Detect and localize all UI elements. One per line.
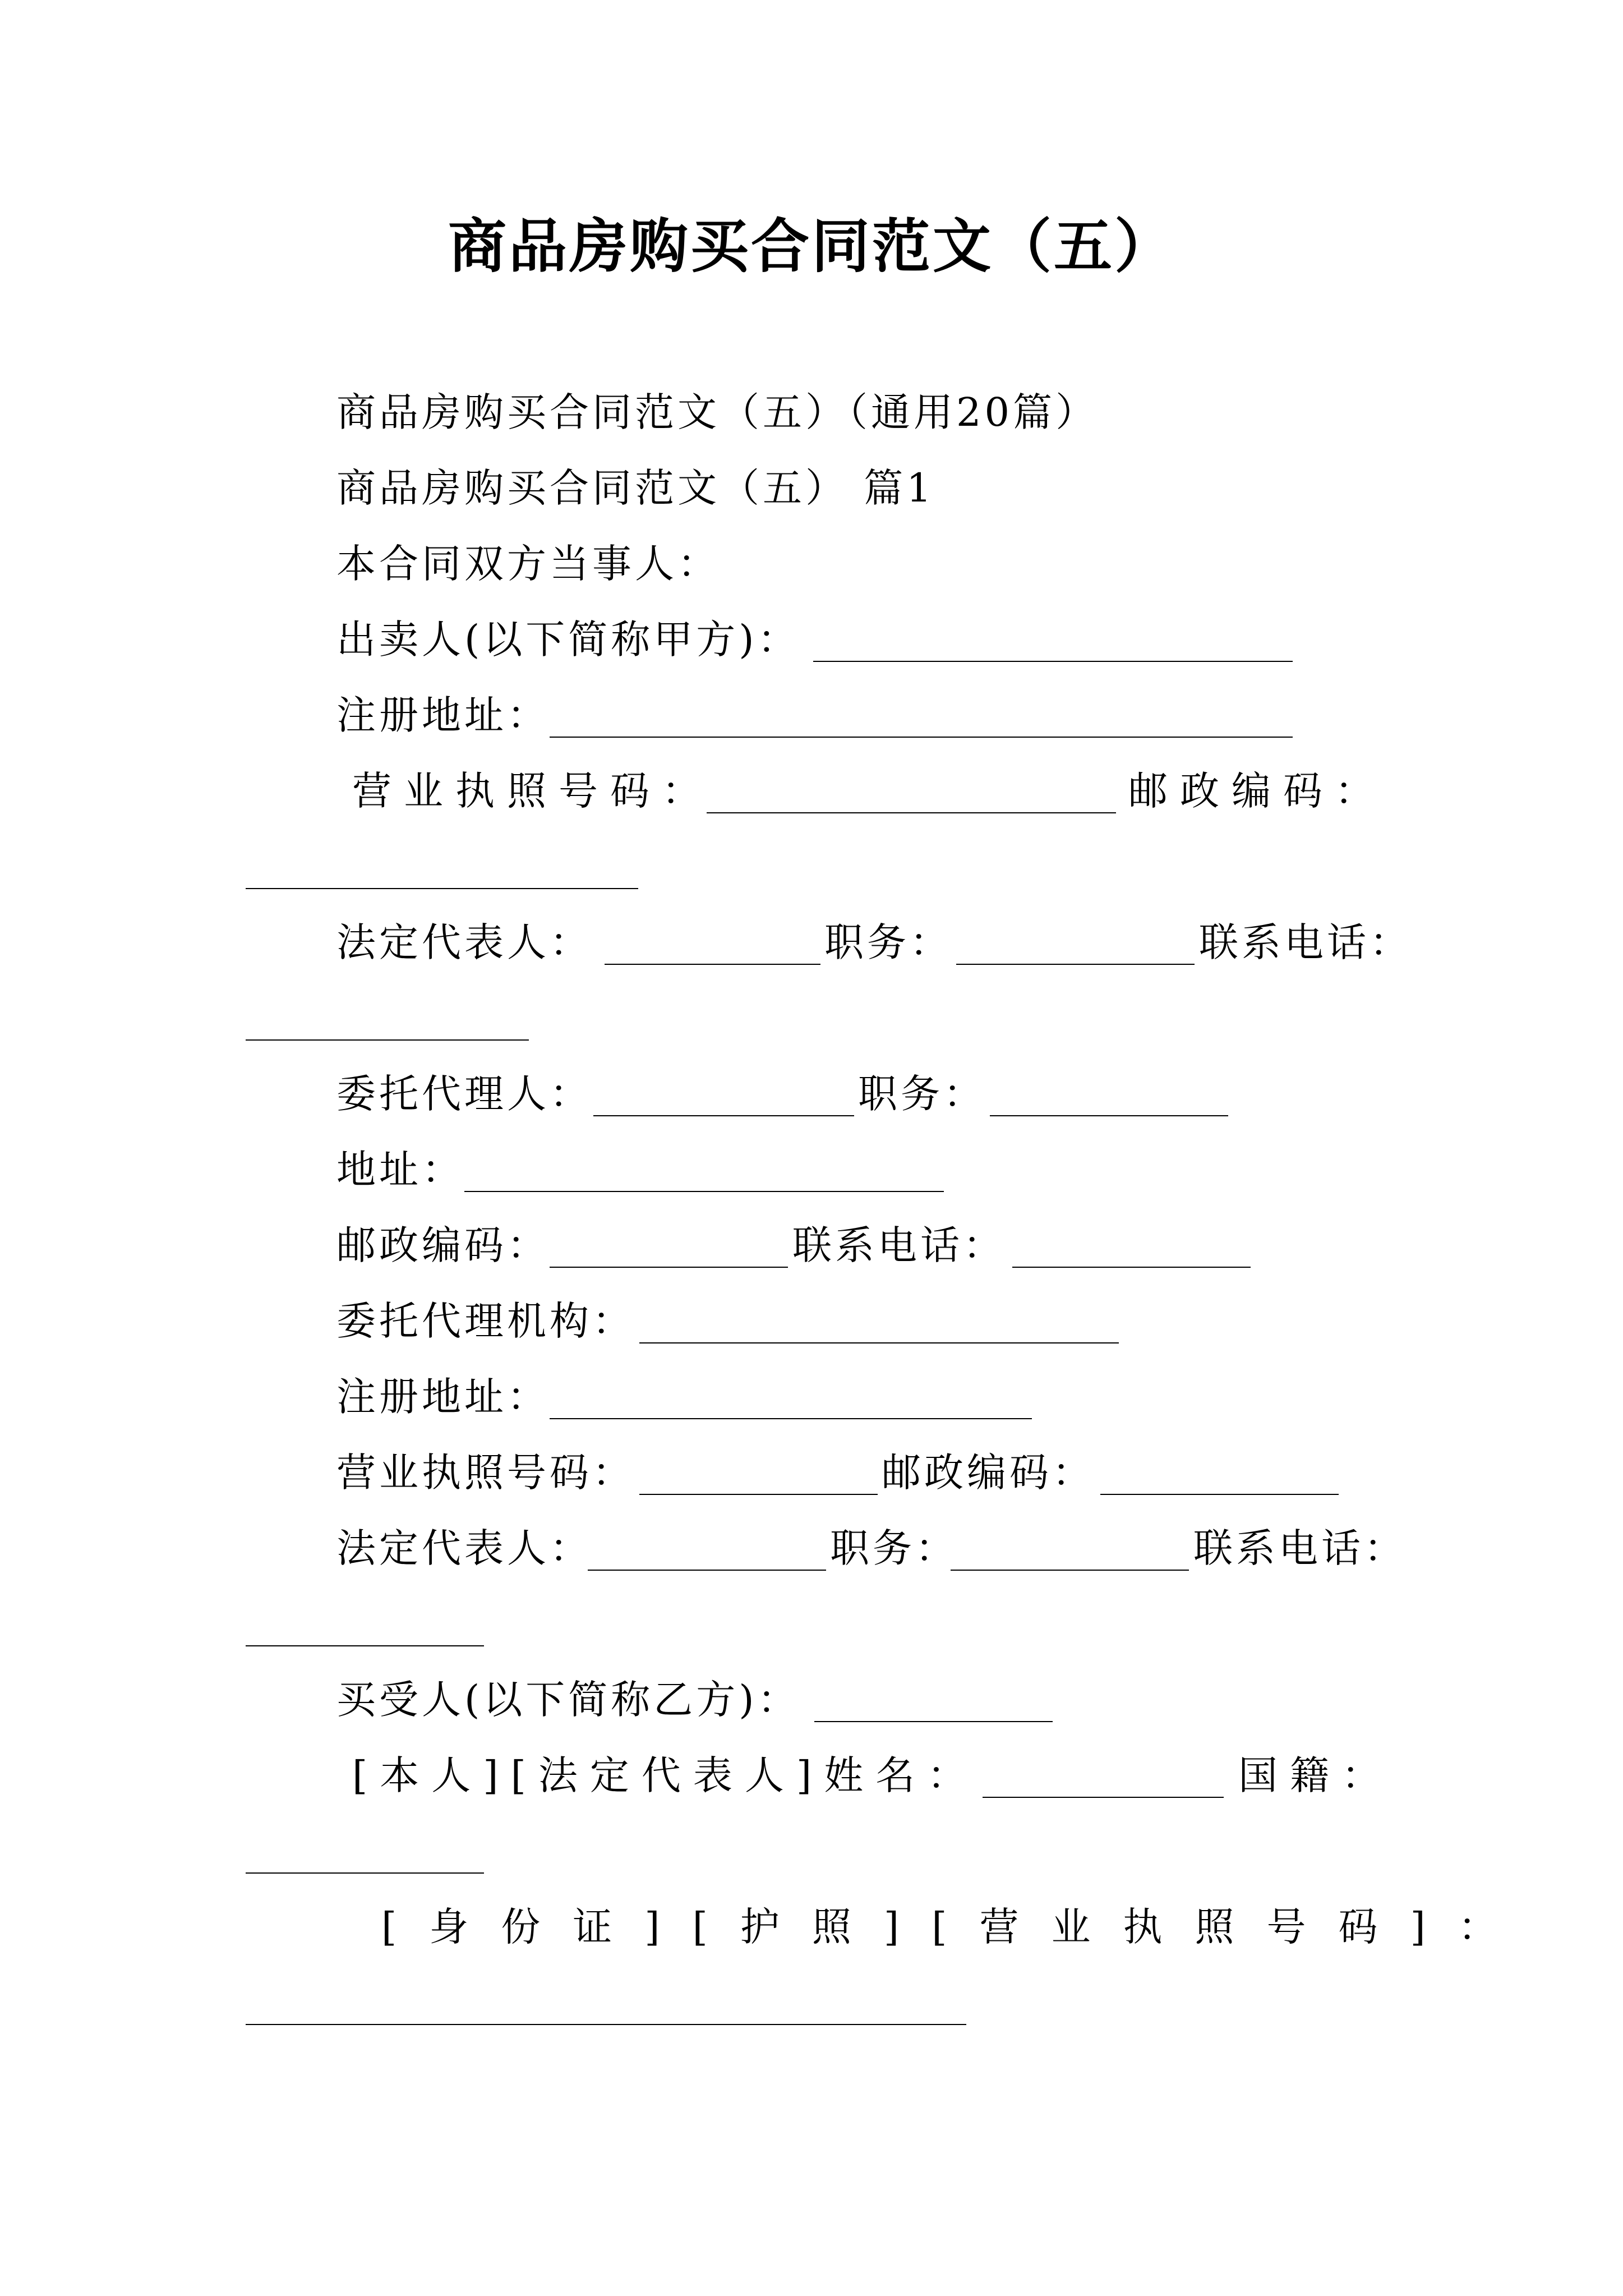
- buyer-id-label: [身份证][护照][营业执照号码]：: [381, 1904, 1530, 1950]
- buyer-name-blank: [983, 1797, 1224, 1798]
- legal-rep-phone-label: 联系电话：: [1199, 919, 1412, 965]
- seller-license-label: 营业执照号码：: [352, 768, 713, 814]
- seller-license-blank: [707, 812, 1116, 813]
- agent-address-label: 地址：: [336, 1147, 464, 1193]
- agency-address-label: 注册地址：: [336, 1374, 550, 1420]
- seller-address-blank: [550, 737, 1293, 738]
- agency-address-blank: [550, 1418, 1032, 1419]
- legal-rep-title-label: 职务：: [824, 919, 952, 965]
- buyer-name-label: [本人][法定代表人]姓名：: [352, 1752, 979, 1798]
- parties-intro: 本合同双方当事人：: [336, 541, 720, 587]
- seller-label: 出卖人(以下简称甲方)：: [336, 616, 800, 662]
- agency-blank: [639, 1342, 1119, 1343]
- agency-postcode-label: 邮政编码：: [882, 1450, 1095, 1496]
- agency-label: 委托代理机构：: [336, 1298, 635, 1344]
- buyer-nationality-label: 国籍：: [1238, 1752, 1393, 1798]
- agent-postcode-blank: [550, 1267, 788, 1268]
- agent-label: 委托代理人：: [336, 1071, 592, 1117]
- legal-rep-blank: [605, 964, 820, 965]
- seller-blank: [813, 661, 1293, 662]
- agency-license-blank: [639, 1494, 878, 1495]
- section-heading: 商品房购买合同范文（五） 篇1: [336, 465, 935, 511]
- agent-phone-label: 联系电话：: [792, 1222, 1006, 1268]
- legal-rep-label: 法定代表人：: [336, 919, 592, 965]
- agent-address-blank: [464, 1191, 944, 1192]
- buyer-blank: [814, 1721, 1053, 1722]
- agency-rep-phone-label: 联系电话：: [1193, 1525, 1407, 1571]
- agent-blank: [593, 1115, 854, 1116]
- legal-rep-phone-blank: [246, 1039, 529, 1041]
- agency-rep-label: 法定代表人：: [336, 1525, 592, 1571]
- legal-rep-title-blank: [956, 964, 1195, 965]
- agent-phone-blank: [1012, 1267, 1251, 1268]
- buyer-label: 买受人(以下简称乙方)：: [336, 1677, 800, 1723]
- agent-title-label: 职务：: [858, 1071, 986, 1117]
- seller-postcode-label: 邮政编码：: [1128, 768, 1386, 814]
- agency-rep-blank: [588, 1570, 826, 1571]
- buyer-nationality-blank: [246, 1872, 484, 1874]
- agency-rep-title-label: 职务：: [830, 1525, 958, 1571]
- agent-title-blank: [990, 1115, 1228, 1116]
- agency-rep-phone-blank: [246, 1645, 484, 1646]
- agency-rep-title-blank: [951, 1570, 1189, 1571]
- agency-license-label: 营业执照号码：: [336, 1450, 635, 1496]
- agent-postcode-label: 邮政编码：: [336, 1222, 550, 1268]
- document-title: 商品房购买合同范文（五）: [448, 211, 1175, 280]
- seller-address-label: 注册地址：: [336, 692, 550, 738]
- subtitle-line: 商品房购买合同范文（五）（通用20篇）: [336, 389, 1099, 435]
- buyer-id-blank: [246, 2024, 966, 2025]
- agency-postcode-blank: [1100, 1494, 1339, 1495]
- seller-postcode-blank: [246, 888, 638, 889]
